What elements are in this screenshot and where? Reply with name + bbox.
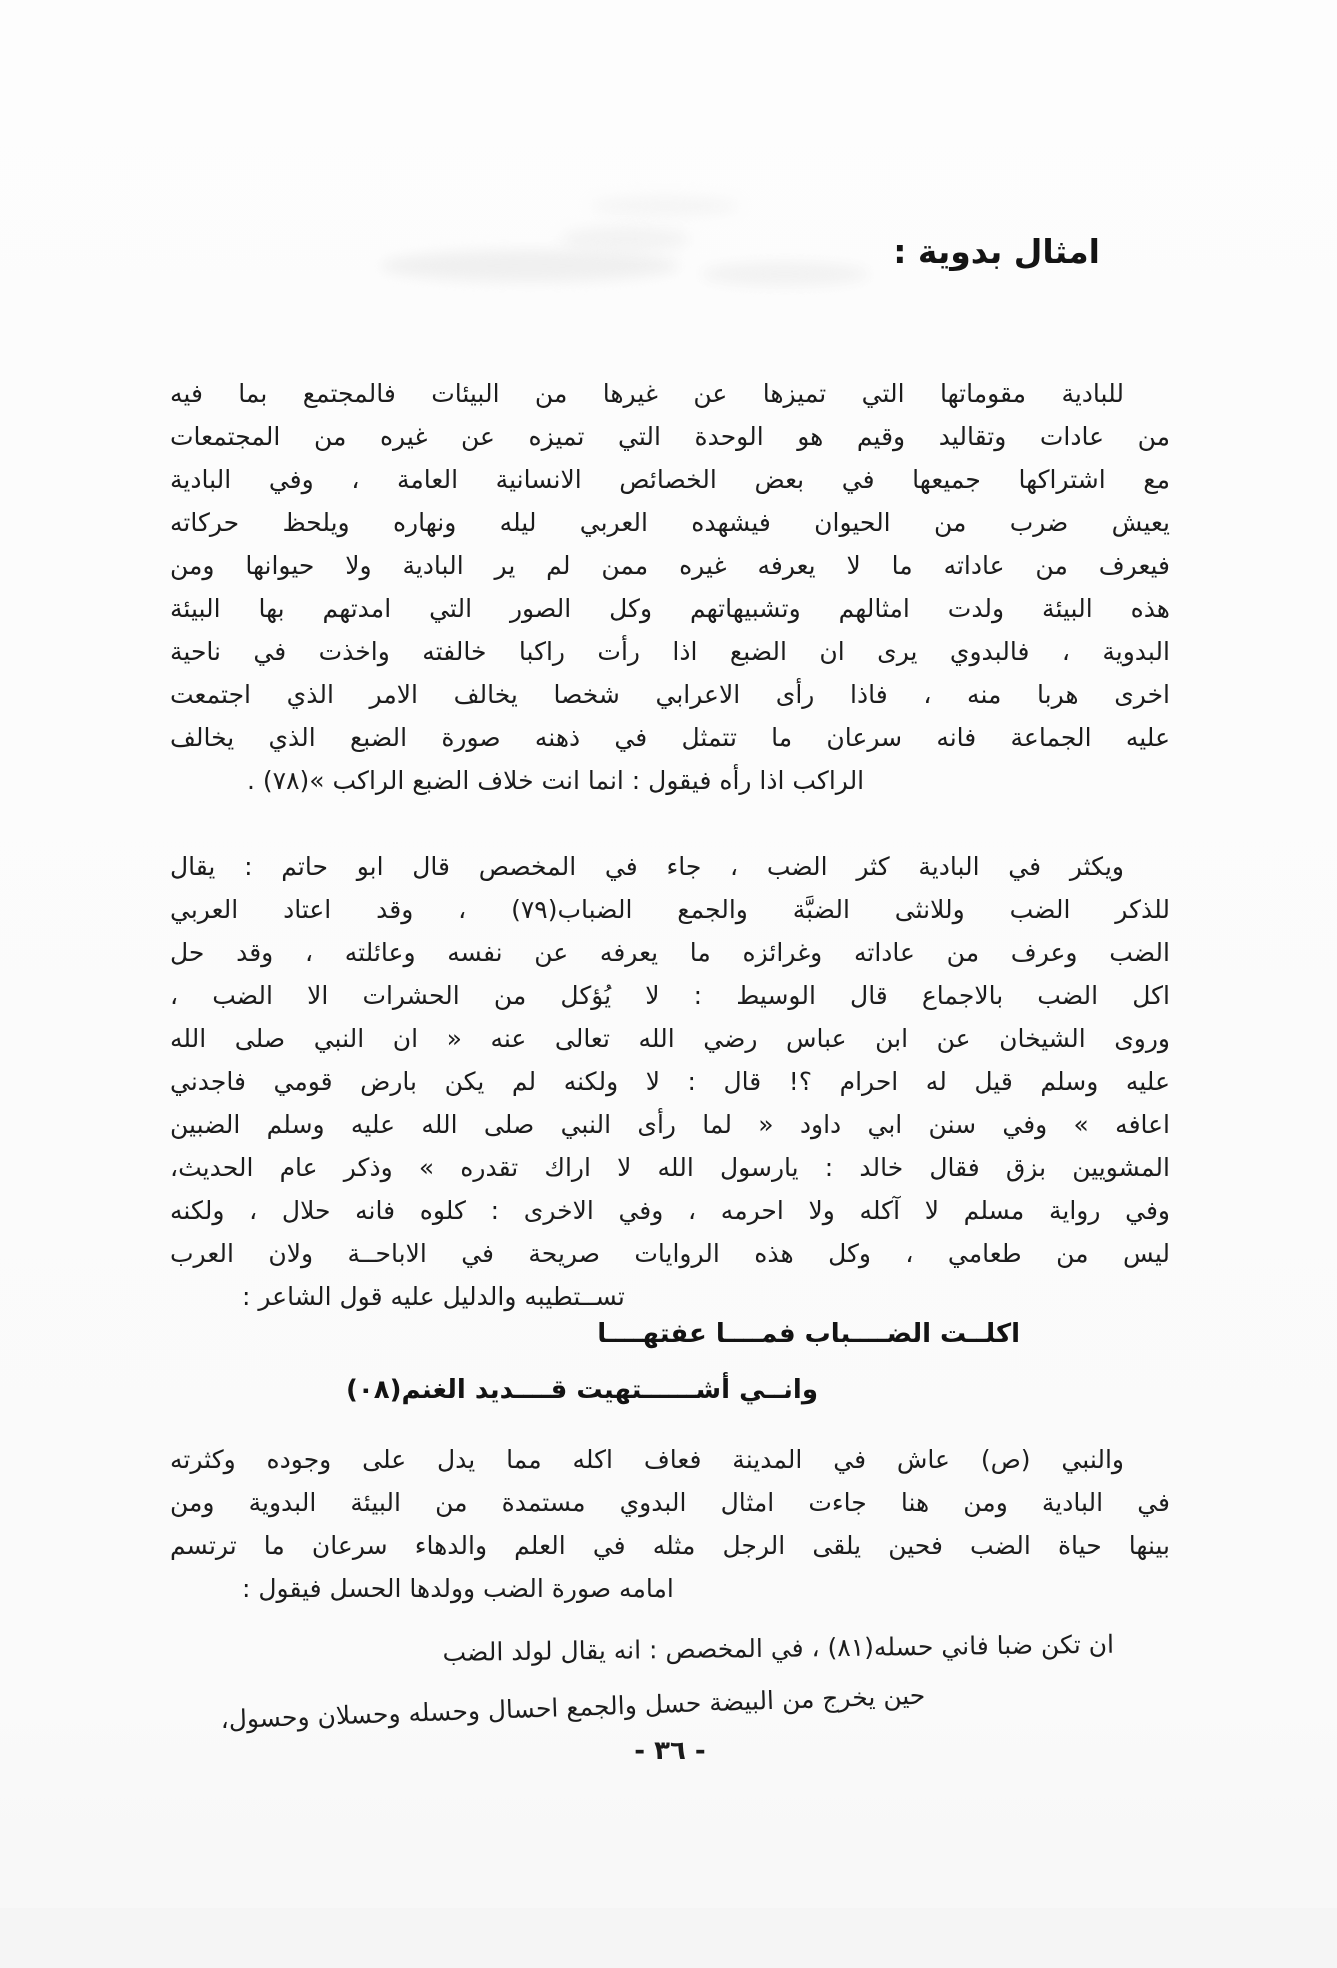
ink-bleed-smudge — [590, 196, 740, 216]
body-line: بينها حياة الضب فحين يلقى الرجل مثله في العلم والدهاء سرعان ما ترتسم — [170, 1531, 1170, 1560]
body-line: تســتطيبه والدليل عليه قول الشاعر : — [242, 1282, 625, 1311]
body-line: ليس من طعامي ، وكل هذه الروايات صريحة في الاباحــة ولان العرب — [170, 1239, 1170, 1268]
body-line: امامه صورة الضب وولدها الحسل فيقول : — [242, 1574, 674, 1603]
body-line: الراكب اذا رأه فيقول : انما انت خلاف الضبع الراكب »(٧٨) . — [247, 766, 865, 795]
body-line: مع اشتراكها جميعها في بعض الخصائص الانسانية العامة ، وفي البادية — [170, 465, 1170, 494]
verse-line-1: اكلــت الضــــباب فمــــا عفتهــــا — [597, 1319, 1020, 1349]
page-number: - ٣٦ - — [634, 1736, 706, 1766]
body-line: اكل الضب بالاجماع قال الوسيط : لا يُؤكل من الحشرات الا الضب ، — [170, 981, 1170, 1010]
body-line: والنبي (ص) عاش في المدينة فعاف اكله مما يدل على وجوده وكثرته — [170, 1445, 1124, 1474]
body-line: اخرى هربا منه ، فاذا رأى الاعرابي شخصا يخالف الامر الذي اجتمعت — [170, 680, 1170, 709]
body-line: ان تكن ضبا فاني حسله(٨١) ، في المخصص : انه يقال لولد الضب — [442, 1629, 1115, 1667]
body-line: من عادات وتقاليد وقيم هو الوحدة التي تميزه عن غيره من المجتمعات — [170, 422, 1170, 451]
body-line: حين يخرج من البيضة حسل والجمع احسال وحسله وحسلان وحسول، — [220, 1680, 926, 1735]
body-line: ويكثر في البادية كثر الضب ، جاء في المخصص قال ابو حاتم : يقال — [170, 852, 1124, 881]
ink-bleed-smudge — [380, 250, 680, 282]
body-line: المشويين بزق فقال خالد : يارسول الله لا اراك تقدره » وذكر عام الحديث، — [170, 1153, 1170, 1182]
body-line: البدوية ، فالبدوي يرى ان الضبع اذا رأت راكبا خالفته واخذت في ناحية — [170, 637, 1170, 666]
poetry-verse — [170, 1306, 1170, 1418]
paragraph-1 — [170, 372, 1170, 802]
body-line: في البادية ومن هنا جاءت امثال البدوي مستمدة من البيئة البدوية ومن — [170, 1488, 1170, 1517]
body-line: فيعرف من عاداته ما لا يعرفه غيره ممن لم ير البادية ولا حيوانها ومن — [170, 551, 1170, 580]
body-line: عليه وسلم قيل له احرام ؟! قال : لا ولكنه لم يكن بارض قومي فاجدني — [170, 1067, 1170, 1096]
paragraph-3 — [170, 1438, 1170, 1610]
body-line: الضب وعرف من عاداته وغرائزه ما يعرفه عن نفسه وعائلته ، وقد حل — [170, 938, 1170, 967]
body-line: عليه الجماعة فانه سرعان ما تتمثل في ذهنه صورة الضبع الذي يخالف — [170, 723, 1170, 752]
verse-line-2: وانــي أشــــــتهيت قــــديد الغنم(٠٨) — [345, 1375, 818, 1405]
ink-bleed-smudge — [700, 262, 870, 286]
body-line: وفي رواية مسلم لا آكله ولا احرمه ، وفي الاخرى : كلوه فانه حلال ، ولكنه — [170, 1196, 1170, 1225]
paragraph-4 — [170, 1622, 1170, 1735]
body-line: اعافه » وفي سنن ابي داود « لما رأى النبي صلى الله عليه وسلم الضبين — [170, 1110, 1170, 1139]
body-line: وروى الشيخان عن ابن عباس رضي الله تعالى عنه « ان النبي صلى الله — [170, 1024, 1170, 1053]
body-line: للذكر الضب وللانثى الضبَّة والجمع الضباب(٧٩) ، وقد اعتاد العربي — [170, 895, 1171, 924]
ink-bleed-smudge — [560, 226, 690, 252]
page-bottom-shadow — [0, 1908, 1337, 1968]
body-line: للبادية مقوماتها التي تميزها عن غيرها من البيئات فالمجتمع بما فيه — [170, 379, 1124, 408]
paragraph-2 — [170, 845, 1170, 1318]
page-title: امثال بدوية : — [893, 232, 1100, 271]
body-line: يعيش ضرب من الحيوان فيشهده العربي ليله ونهاره ويلحظ حركاته — [170, 508, 1170, 537]
body-line: هذه البيئة ولدت امثالهم وتشبيهاتهم وكل الصور التي امدتهم بها البيئة — [170, 594, 1170, 623]
